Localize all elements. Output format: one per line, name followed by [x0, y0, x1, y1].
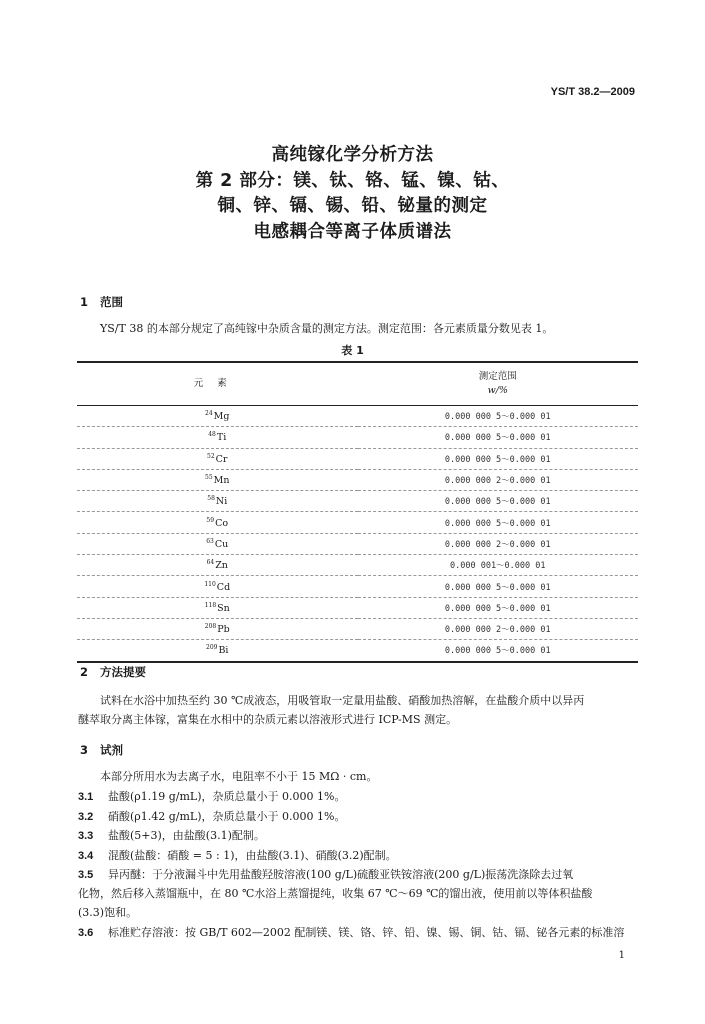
table-row [77, 469, 638, 490]
item-text: 混酸(盐酸：硝酸 = 5 : 1)，由盐酸(3.1)、硝酸(3.2)配制。 [108, 849, 397, 862]
element-cell [77, 406, 358, 427]
element-cell [77, 618, 358, 639]
element-symbol: Pb [217, 624, 230, 636]
standard-code: YS/T 38.2—2009 [550, 86, 635, 98]
element-symbol: Cd [216, 581, 231, 593]
section-heading-reagents [80, 742, 123, 758]
item-text: 异丙醚：于分液漏斗中先用盐酸羟胺溶液(100 g/L)硫酸亚铁铵溶液(200 g/L)振荡洗涤除去过氧 [108, 868, 574, 881]
page-number: 1 [618, 950, 625, 961]
mass-number: 208 [204, 623, 217, 631]
mass-number: 209 [206, 644, 218, 652]
element-symbol: Ti [216, 432, 227, 444]
element-symbol: Bi [218, 645, 229, 657]
element-symbol: Mg [213, 411, 230, 423]
mass-number: 48 [208, 431, 216, 439]
element-cell [77, 491, 358, 512]
item-number: 3.5 [78, 869, 94, 881]
table-row [77, 427, 638, 448]
element-cell [77, 640, 358, 662]
item-text: 硝酸(ρ1.42 g/mL)，杂质总量小于 0.000 1%。 [108, 810, 346, 823]
range-cell: 0.000 000 2～0.000 01 [358, 469, 639, 490]
element-cell [77, 576, 358, 597]
table-row [77, 555, 638, 576]
element-symbol: Ni [215, 496, 228, 508]
title-line: 第 2 部分：镁、钛、铬、锰、镍、钴、 [195, 170, 510, 191]
item-number: 3.6 [78, 927, 94, 939]
table-caption: 表 1 [341, 344, 364, 357]
element-cell [77, 533, 358, 554]
item-number: 3.2 [78, 811, 94, 823]
element-range-table [77, 361, 638, 663]
range-cell: 0.000 000 5～0.000 01 [358, 427, 639, 448]
table-row [77, 512, 638, 533]
table-header-row [77, 362, 638, 406]
mass-number: 58 [207, 495, 215, 503]
principle-line: 试料在水浴中加热至约 30 ℃成液态，用吸管取一定量用盐酸、硝酸加热溶解，在盐酸介质中以异丙 [100, 694, 585, 707]
range-cell: 0.000 000 5～0.000 01 [358, 597, 639, 618]
item-number: 3.4 [78, 850, 94, 862]
range-cell: 0.000 000 2～0.000 01 [358, 533, 639, 554]
section-number: 2 [80, 665, 89, 679]
reagents-intro: 本部分所用水为去离子水，电阻率不小于 15 MΩ · cm。 [100, 770, 378, 783]
title-line: 高纯镓化学分析方法 [271, 145, 434, 165]
table-row [77, 448, 638, 469]
mass-number: 110 [204, 580, 216, 588]
element-symbol: Sn [217, 602, 230, 614]
table-row [77, 597, 638, 618]
element-cell [77, 597, 358, 618]
mass-number: 59 [206, 516, 215, 524]
mass-number: 118 [204, 601, 217, 609]
item-continuation: (3.3)饱和。 [78, 906, 138, 919]
range-cell: 0.000 001～0.000 01 [358, 555, 639, 576]
element-cell [77, 427, 358, 448]
range-cell: 0.000 000 5～0.000 01 [444, 646, 551, 657]
header-range-unit: w/% [487, 385, 508, 396]
element-cell [77, 469, 358, 490]
item-text: 标准贮存溶液：按 GB/T 602—2002 配制镁、镁、铬、锌、铅、镍、锡、铜、钴、镉、铋各元素的标准溶 [108, 926, 625, 939]
item-text: 盐酸(ρ1.19 g/mL)，杂质总量小于 0.000 1%。 [108, 790, 346, 803]
reagent-item [78, 868, 573, 882]
header-range [358, 362, 639, 406]
range-cell: 0.000 000 5～0.000 01 [358, 448, 639, 469]
table-row [77, 406, 638, 427]
title-line: 电感耦合等离子体质谱法 [253, 221, 452, 242]
mass-number: 24 [205, 410, 213, 418]
reagent-item [78, 926, 624, 940]
scope-text: YS/T 38 的本部分规定了高纯镓中杂质含量的测定方法。测定范围：各元素质量分数见表 1。 [100, 322, 554, 335]
item-continuation: 化物，然后移入蒸馏瓶中，在 80 ℃水浴上蒸馏提纯，收集 67 ℃～69 ℃的馏出液，使用前以等体积盐酸 [78, 887, 593, 900]
section-heading-scope [80, 294, 123, 310]
reagent-item [78, 829, 265, 843]
principle-line: 醚萃取分离主体镓，富集在水相中的杂质元素以溶液形式进行 ICP-MS 测定。 [78, 713, 458, 726]
reagent-item [78, 790, 345, 804]
element-symbol: Cr [215, 453, 228, 465]
header-range-title: 测定范围 [478, 371, 517, 382]
item-number: 3.3 [78, 830, 94, 842]
range-cell: 0.000 000 5～0.000 01 [358, 512, 639, 533]
section-title: 范围 [100, 295, 123, 309]
table-row [77, 491, 638, 512]
range-cell: 0.000 000 5～0.000 01 [358, 576, 639, 597]
item-number: 3.1 [78, 791, 94, 803]
section-title: 试剂 [100, 743, 123, 757]
section-number: 1 [80, 295, 89, 309]
element-cell [77, 555, 358, 576]
table-row [77, 618, 638, 639]
mass-number: 64 [206, 559, 215, 567]
title-line: 铜、锌、镉、锡、铅、铋量的测定 [217, 196, 488, 216]
reagent-item [78, 810, 345, 824]
mass-number: 52 [207, 452, 215, 460]
item-text: 盐酸(5+3)，由盐酸(3.1)配制。 [108, 829, 265, 842]
table-row [77, 533, 638, 554]
element-symbol: Co [215, 517, 229, 529]
mass-number: 63 [206, 537, 214, 545]
range-cell: 0.000 000 5～0.000 01 [358, 491, 639, 512]
element-symbol: Mn [213, 475, 230, 487]
element-cell [77, 512, 358, 533]
element-symbol: Cu [214, 538, 229, 550]
mass-number: 55 [205, 474, 213, 482]
section-title: 方法提要 [100, 665, 146, 679]
element-symbol: Zn [215, 560, 228, 572]
range-cell: 0.000 000 5～0.000 01 [358, 406, 639, 427]
table-row [77, 640, 638, 662]
reagent-item [78, 849, 397, 863]
section-number: 3 [80, 743, 89, 757]
header-element: 元素 [77, 362, 358, 406]
range-cell: 0.000 000 2～0.000 01 [358, 618, 639, 639]
document-title [0, 143, 705, 245]
table-row [77, 576, 638, 597]
section-heading-principle [80, 664, 146, 680]
element-cell [77, 448, 358, 469]
